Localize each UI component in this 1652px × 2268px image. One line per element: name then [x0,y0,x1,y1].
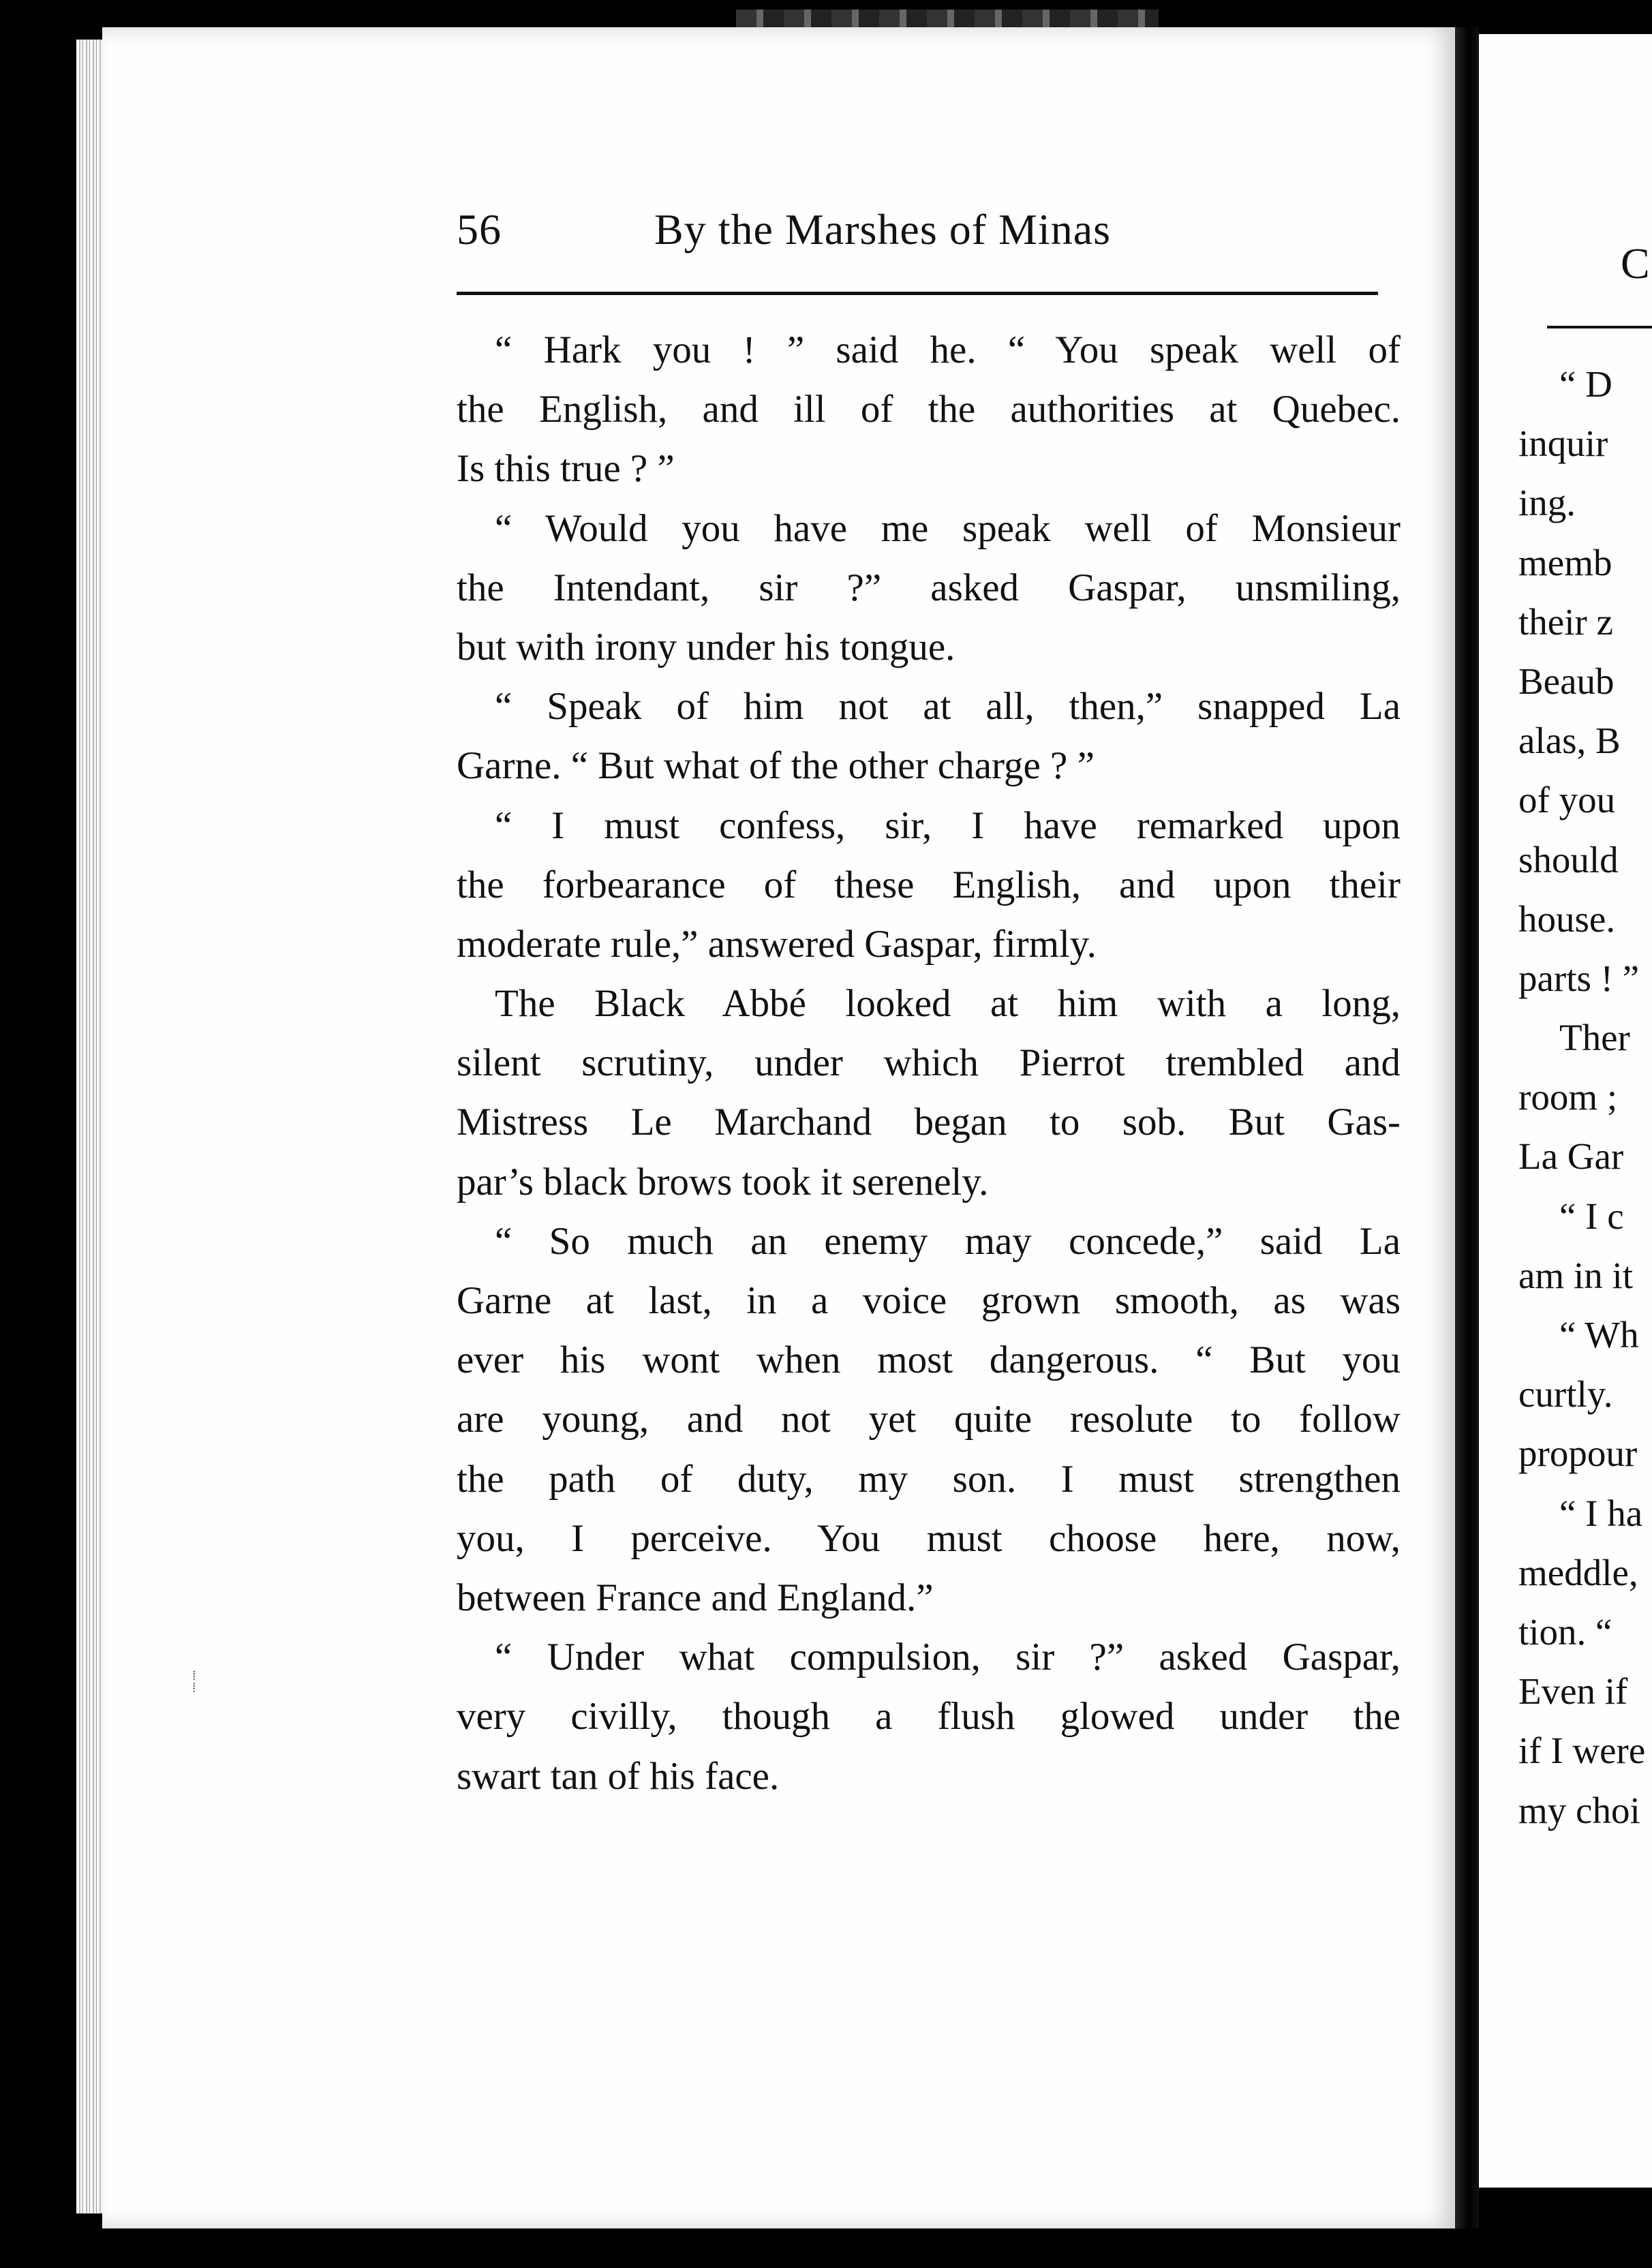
facing-text-line: La Gar [1518,1135,1624,1178]
text-line: “ I must confess, sir, I have remarked upon [495,803,1401,847]
facing-text-line: am in it [1518,1254,1634,1296]
running-title: By the Marshes of Minas [654,205,1112,254]
text-line: the Intendant, sir ?” asked Gaspar, unsmiling, [457,566,1401,609]
text-line: very civilly, though a flush glowed under the [457,1695,1401,1738]
text-line: the forbearance of these English, and upon their [457,863,1401,906]
facing-text-line: Even if [1518,1670,1628,1713]
text-line: Mistress Le Marchand began to sob. But Gas- [457,1101,1401,1144]
facing-running-title: C [1621,239,1650,288]
facing-text-line: “ I c [1559,1195,1624,1237]
book-gutter [1455,27,1479,2228]
text-line: Is this true ? ” [457,447,675,491]
facing-text-line: memb [1518,541,1612,583]
facing-text-line: of you [1518,779,1616,821]
text-line: the path of duty, my son. I must strengthen [457,1457,1401,1501]
facing-text-line: their z [1518,600,1613,643]
text-line: are young, and not yet quite resolute to follow [457,1398,1401,1441]
facing-text-line: Ther [1559,1017,1630,1059]
facing-text-line: house. [1518,898,1616,940]
facing-head-rule [1547,326,1652,328]
facing-text-line: Beaub [1518,660,1615,702]
text-line: the English, and ill of the authorities at Quebec. [457,388,1401,431]
page-number: 56 [457,205,502,254]
text-line: between France and England.” [457,1576,934,1619]
facing-text-line: parts ! ” [1518,957,1640,999]
facing-text-line: inquir [1518,423,1608,465]
right-page [1479,34,1652,2188]
text-line: moderate rule,” answered Gaspar, firmly. [457,922,1097,966]
facing-text-line: “ Wh [1559,1314,1639,1355]
margin-marks: ⁞ ⁞ [192,1668,196,1696]
facing-text-line: should [1518,838,1619,880]
text-line: “ Would you have me speak well of Monsieur [495,506,1401,550]
facing-text-line: curtly. [1518,1373,1613,1415]
facing-text-line: if I were [1518,1730,1646,1772]
text-line: but with irony under his tongue. [457,625,955,669]
text-line: “ So much an enemy may concede,” said La [495,1219,1401,1263]
facing-text-line: ing. [1518,482,1576,524]
facing-text-line: meddle, [1518,1551,1638,1593]
text-line: you, I perceive. You must choose here, now, [457,1516,1401,1560]
text-line: par’s black brows took it serenely. [457,1160,989,1204]
text-line: “ Hark you ! ” said he. “ You speak well of [495,328,1401,371]
facing-text-line: “ D [1559,363,1612,405]
facing-text-line: propour [1518,1432,1638,1475]
body-text [457,320,1401,1806]
text-line: Garne at last, in a voice grown smooth, as was [457,1279,1401,1322]
text-line: “ Speak of him not at all, then,” snapped La [495,685,1401,729]
facing-page-text [1518,354,1652,1840]
text-line: ever his wont when most dangerous. “ But you [457,1338,1401,1382]
facing-text-line: tion. “ [1518,1610,1612,1653]
facing-text-line: “ I ha [1559,1492,1643,1534]
facing-text-line: room ; [1518,1076,1618,1118]
head-rule [457,292,1378,295]
text-line: swart tan of his face. [457,1754,780,1798]
text-line: “ Under what compulsion, sir ?” asked Gaspar, [495,1636,1401,1679]
facing-text-line: my choi [1518,1789,1640,1831]
facing-text-line: alas, B [1518,720,1621,762]
text-line: The Black Abbé looked at him with a long, [495,982,1401,1026]
text-line: silent scrutiny, under which Pierrot trembled and [457,1041,1401,1085]
text-line: Garne. “ But what of the other charge ? ” [457,744,1095,788]
page-edges [76,40,104,2213]
running-head [457,198,1383,273]
